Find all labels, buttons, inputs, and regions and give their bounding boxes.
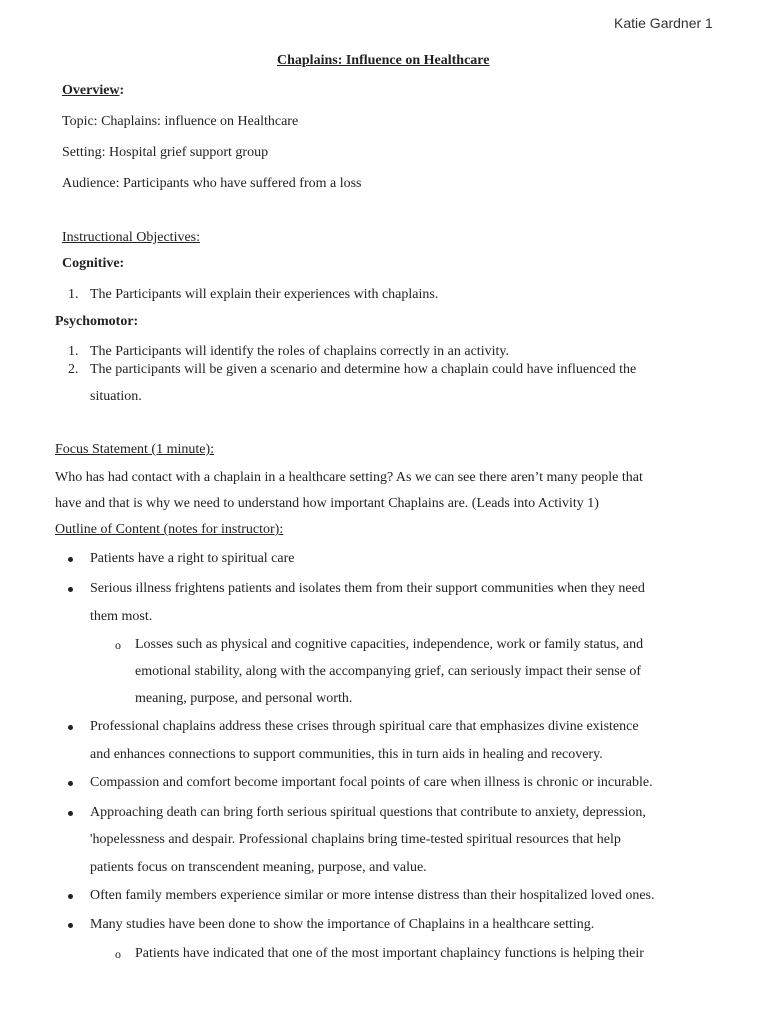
overview-label: Overview: [62, 83, 120, 98]
cognitive-label: Cognitive:: [62, 256, 125, 271]
psychomotor-item-text: situation.: [90, 389, 142, 404]
psychomotor-label: Psychomotor:: [55, 314, 139, 329]
overview-colon: :: [119, 83, 125, 98]
objectives-heading: Instructional Objectives:: [62, 230, 201, 245]
bullet-text: Professional chaplains address these crises through spiritual care that emphasizes divine existence: [90, 719, 639, 734]
bullet-text: them most.: [90, 609, 153, 624]
sub-bullet-text: emotional stability, along with the accompanying grief, can seriously impact their sense of: [135, 664, 642, 679]
bullet-text: 'hopelessness and despair. Professional chaplains bring time-tested spiritual resources that help: [90, 832, 621, 847]
sub-bullet-glyph: o: [115, 947, 121, 961]
outline-heading: Outline of Content (notes for instructor):: [55, 522, 284, 537]
page-header-author: Katie Gardner 1: [614, 15, 713, 31]
setting-line: Setting: Hospital grief support group: [62, 145, 269, 160]
audience-line: Audience: Participants who have suffered from a loss: [62, 176, 362, 191]
cognitive-item-text: The Participants will explain their experiences with chaplains.: [90, 287, 439, 302]
focus-text-line: Who has had contact with a chaplain in a healthcare setting? As we can see there aren’t many people that: [55, 470, 643, 485]
sub-bullet-text: meaning, purpose, and personal worth.: [135, 691, 353, 706]
psychomotor-item-text: The Participants will identify the roles of chaplains correctly in an activity.: [90, 344, 509, 359]
bullet-dot: [68, 725, 73, 730]
bullet-dot: [68, 894, 73, 899]
sub-bullet-glyph: o: [115, 638, 121, 652]
sub-bullet-text: Patients have indicated that one of the most important chaplaincy functions is helping their: [135, 946, 644, 961]
overview-heading: [62, 83, 124, 99]
sub-bullet-text: Losses such as physical and cognitive capacities, independence, work or family status, and: [135, 637, 644, 652]
focus-heading: Focus Statement (1 minute):: [55, 442, 215, 457]
bullet-dot: [68, 923, 73, 928]
bullet-text: Often family members experience similar or more intense distress than their hospitalized loved ones.: [90, 888, 655, 903]
bullet-text: Serious illness frightens patients and isolates them from their support communities when they need: [90, 581, 645, 596]
focus-text-line: have and that is why we need to understand how important Chaplains are. (Leads into Activity 1): [55, 496, 599, 511]
bullet-dot: [68, 811, 73, 816]
bullet-dot: [68, 557, 73, 562]
bullet-dot: [68, 781, 73, 786]
bullet-text: Many studies have been done to show the importance of Chaplains in a healthcare setting.: [90, 917, 595, 932]
bullet-text: and enhances connections to support communities, this in turn aids in healing and recovery.: [90, 747, 603, 762]
document-title: Chaplains: Influence on Healthcare: [277, 53, 490, 68]
bullet-text: Patients have a right to spiritual care: [90, 551, 295, 566]
psychomotor-item-number: 1.: [68, 344, 79, 359]
bullet-text: Approaching death can bring forth serious spiritual questions that contribute to anxiety, depression,: [90, 805, 646, 820]
psychomotor-item-number: 2.: [68, 362, 79, 377]
topic-line: Topic: Chaplains: influence on Healthcare: [62, 114, 299, 129]
psychomotor-item-text: The participants will be given a scenario and determine how a chaplain could have influenced the: [90, 362, 637, 377]
cognitive-item-number: 1.: [68, 287, 79, 302]
bullet-text: Compassion and comfort become important focal points of care when illness is chronic or incurable.: [90, 775, 653, 790]
bullet-text: patients focus on transcendent meaning, purpose, and value.: [90, 860, 427, 875]
bullet-dot: [68, 587, 73, 592]
